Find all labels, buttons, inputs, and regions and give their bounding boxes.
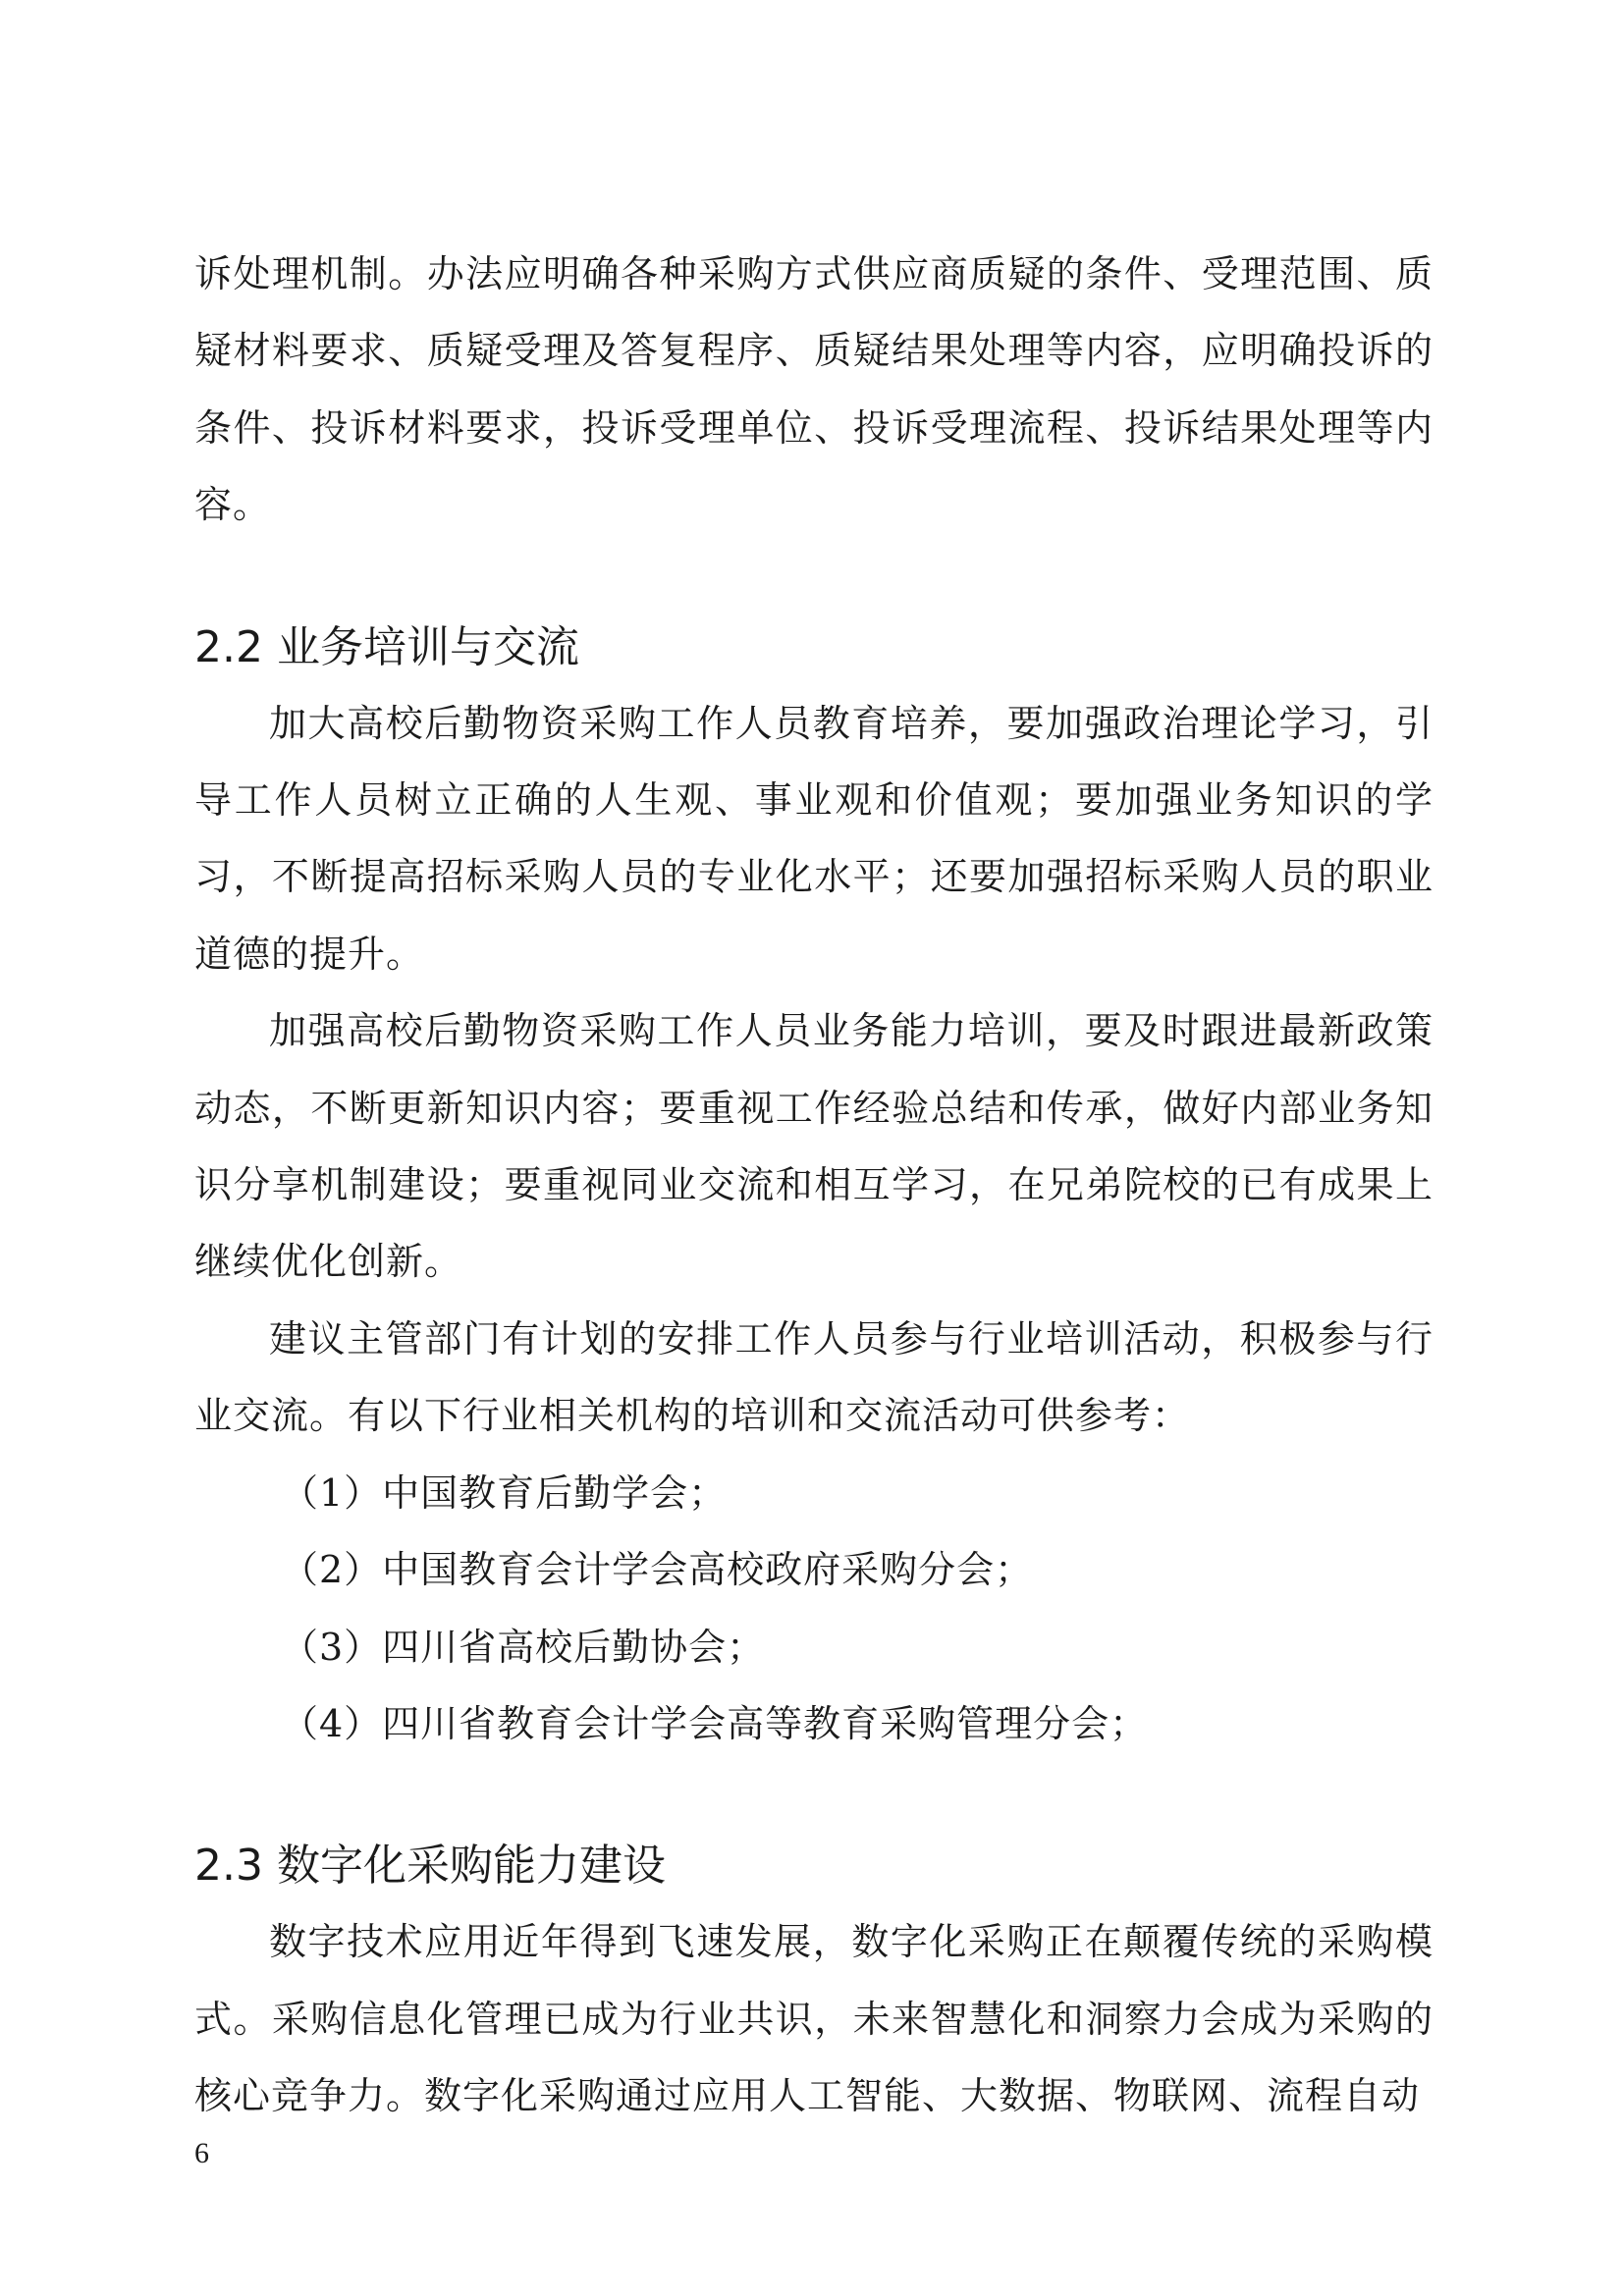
section-heading-2-2: 2.2 业务培训与交流 — [194, 621, 579, 672]
section-heading-2-3: 2.3 数字化采购能力建设 — [194, 1841, 666, 1892]
paragraph-2-2-3: 建议主管部门有计划的安排工作人员参与行业培训活动，积极参与行业交流。有以下行业相关机构的培训和交流活动可供参考： — [194, 1316, 1434, 1438]
page-number: 6 — [194, 2137, 209, 2169]
paragraph-2-3-1: 数字技术应用近年得到飞速发展，数字化采购正在颠覆传统的采购模式。采购信息化管理已成为行业共识，未来智慧化和洞察力会成为采购的核心竞争力。数字化采购通过应用人工智能、大数据、物联网、流程自动 — [194, 1920, 1434, 2118]
list-item: （1）中国教育后勤学会； — [281, 1470, 728, 1515]
list-item: （2）中国教育会计学会高校政府采购分会； — [281, 1548, 1034, 1592]
intro-paragraph: 诉处理机制。办法应明确各种采购方式供应商质疑的条件、受理范围、质疑材料要求、质疑受理及答复程序、质疑结果处理等内容，应明确投诉的条件、投诉材料要求，投诉受理单位、投诉受理流程、投诉结果处理等内容。 — [194, 252, 1434, 527]
paragraph-2-2-1: 加大高校后勤物资采购工作人员教育培养，要加强政治理论学习，引导工作人员树立正确的人生观、事业观和价值观；要加强业务知识的学习，不断提高招标采购人员的专业化水平；还要加强招标采购人员的职业道德的提升。 — [194, 701, 1434, 976]
paragraph-2-2-2: 加强高校后勤物资采购工作人员业务能力培训，要及时跟进最新政策动态，不断更新知识内容；要重视工作经验总结和传承，做好内部业务知识分享机制建设；要重视同业交流和相互学习，在兄弟院校的已有成果上继续优化创新。 — [194, 1009, 1434, 1284]
list-item: （4）四川省教育会计学会高等教育采购管理分会； — [281, 1701, 1149, 1745]
page-content — [194, 236, 1434, 2135]
list-item: （3）四川省高校后勤协会； — [281, 1625, 766, 1669]
